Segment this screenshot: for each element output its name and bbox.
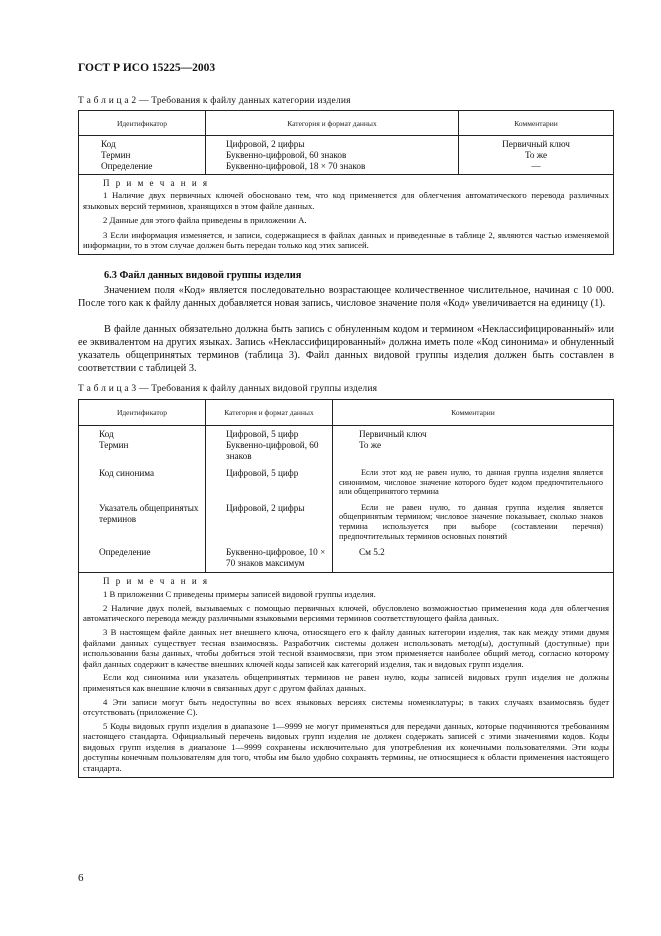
table2-notes [79,175,614,255]
table2-row3-identifier: Определение [101,161,153,171]
document-header: ГОСТ Р ИСО 15225—2003 [78,62,216,74]
table3-caption-text: — Требования к файлу данных видовой группы изделия [138,384,378,394]
table3-row5-category: Буквенно-цифровое, 10 × 70 знаков максимум [206,541,333,573]
table3-row-term [79,440,614,462]
table3-row5-identifier: Определение [99,547,151,558]
table2 [78,110,614,255]
section-paragraph-2: В файле данных обязательно должна быть запись с обнуленным кодом и термином «Неклассифицированный» или ее эквивалентом на других языках. Запись «Неклассифицированный» должна иметь поле «Код синонима» и обнуленный указатель общепринятых терминов (таблица 3). Файл данных видовой группы изделия должен быть составлен в соответствии с таблицей 3. [78,324,614,375]
table2-row2-identifier: Термин [101,150,131,160]
table3-header-category: Категория и формат данных [206,400,333,426]
table3-row3-category: Цифровой, 5 цифр [206,462,333,497]
table2-row1-category: Цифровой, 2 цифры [226,139,305,149]
table3-note-3: 3 В настоящем файле данных нет внешнего ключа, относящего его к файлу данных категории изделия, так как между этими двумя файлами данных существует тесная взаимосвязь. Разработчик системы должен использовать метод(ы), доступный (доступные) при использовании базы данных, чтобы добиться этой тесной взаимосвязи, при этом применяется наиболее общий метод, согласно которому файл данных содержит в качестве внешних ключей коды записей как категорий изделия, так и видовых групп изделия. [83,626,609,669]
page-number: 6 [78,872,84,884]
table2-note-2: 2 Данные для этого файла приведены в приложении А. [103,215,307,226]
section-paragraph-1: Значением поля «Код» является последовательно возрастающее количественное числительное, начиная с 10 000. После того как к файлу данных добавляется новая запись, числовое значение поля «Код» увеличивается на единицу (1). [78,285,614,310]
table3-row1-category: Цифровой, 5 цифр [206,426,333,441]
table3-note-4: 4 Эти записи могут быть недоступны во всех языковых версиях системы номенклатуры; в таких случаях взаимосвязь будет отсутствовать (приложение С). [83,696,609,718]
table2-col-category [206,136,459,175]
table3-row-synonym [79,462,614,497]
table3-row4-identifier: Указатель общепринятых терминов [99,502,199,524]
table2-notes-title: П р и м е ч а н и я [103,178,210,188]
table2-header-comments: Комментарии [459,111,614,136]
table3-notes-title: П р и м е ч а н и я [103,576,210,587]
table2-caption-text: — Требования к файлу данных категории изделия [138,96,351,106]
table3-header-comments: Комментарии [333,400,614,426]
section-title: 6.3 Файл данных видовой группы изделия [104,270,302,281]
table3-caption [78,384,377,394]
table3-row2-comment: То же [333,440,614,462]
table2-row2-comment: То же [524,150,548,160]
table2-row1-comment: Первичный ключ [502,139,570,149]
table3-row1-identifier: Код [99,429,114,439]
table3-row3-identifier: Код синонима [99,468,155,478]
table3-note-2: 2 Наличие двух полей, вызываемых с помощью первичных ключей, обусловлено возможностью применения кода для облегчения автоматического перевода между различными языковыми версиями терминов соответствующего файла данных. [83,602,609,624]
table2-header-identifier: Идентификатор [79,111,206,136]
table2-col-comments [459,136,614,175]
table2-row3-comment: — [531,161,541,171]
table2-caption [78,96,351,106]
table3-header-identifier: Идентификатор [79,400,206,426]
table2-caption-prefix: Т а б л и ц а 2 [78,96,137,106]
table3-note-1: 1 В приложении С приведены примеры записей видовой группы изделия. [103,589,376,600]
table3-caption-prefix: Т а б л и ц а 3 [78,384,137,394]
table3-row-pointer [79,497,614,541]
table3-row4-comment: Если не равен нулю, то данная группа изделия является общепринятым термином; числовое значение показывает, сколько знаков термина используется при выборе (составлении перечня) предпочтительных терминов основных понятий [333,497,614,541]
table3-notes [79,573,614,778]
table2-header-category: Категория и формат данных [206,111,459,136]
table3-row5-comment: См 5.2 [333,541,614,573]
table3-row2-category: Буквенно-цифровой, 60 знаков [206,440,333,462]
table3 [78,399,614,778]
table2-row3-category: Буквенно-цифровой, 18 × 70 знаков [226,161,366,171]
table2-row1-identifier: Код [101,139,116,149]
table2-note-1: 1 Наличие двух первичных ключей обосновано тем, что код применяется для облегчения автоматического перевода различных языковых версий терминов, хранящихся в этом файле данных. [83,190,609,211]
table3-row3-comment: Если этот код не равен нулю, то данная группа изделия является синонимом, числовое значение которого будет кодом предпочтительного или общепринятого термина [333,462,614,497]
table2-note-3: 3 Если информация изменяется, и записи, содержащиеся в файлах данных и приведенные в таблице 2, являются частью изменяемой информации, то в этом случае должен быть передан только код этих записей. [83,229,609,251]
table3-note-3-continued: Если код синонима или указатель общепринятых терминов не равен нулю, коды записей видовых групп изделия не должны применяться как внешние ключи в связанных друг с другом файлах данных. [83,672,609,693]
table2-col-identifier [79,136,206,175]
table3-row-definition [79,541,614,573]
table3-row4-category: Цифровой, 2 цифры [206,497,333,541]
table3-row2-identifier: Термин [99,440,129,450]
table3-row-code [79,426,614,441]
table3-row1-comment: Первичный ключ [333,426,614,441]
table2-row2-category: Буквенно-цифровой, 60 знаков [226,150,347,160]
table3-note-5: 5 Коды видовых групп изделия в диапазоне 1—9999 не могут применяться для передачи данных, которые подчиняются требованиям настоящего стандарта. Официальный перечень видовых групп изделия не должен содержать записей с этими значениями кодов. Коды видовых групп изделия в диапазоне 1—9999 сохранены исключительно для употребления их конечными пользователями. Эти коды доступны конечным пользователям для того, чтобы им было удобно сохранять термины, не относящиеся к области применения настоящего стандарта. [83,720,609,774]
